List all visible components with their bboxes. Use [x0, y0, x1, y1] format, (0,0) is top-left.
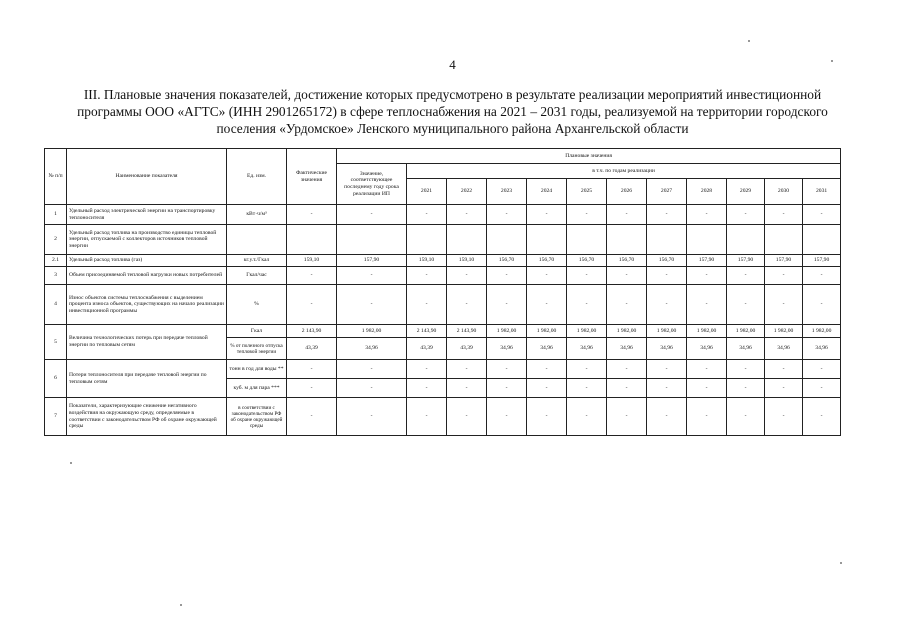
row-year-value — [727, 225, 765, 255]
row-year-value — [447, 225, 487, 255]
row-final: - — [337, 267, 407, 285]
header-year: 2022 — [447, 179, 487, 205]
row-year-value: - — [447, 205, 487, 225]
row-year-value: 156,70 — [527, 255, 567, 267]
row-final: - — [337, 285, 407, 325]
row-year-value: 34,96 — [487, 338, 527, 360]
row-year-value: - — [647, 267, 687, 285]
header-unit: Ед. изм. — [227, 149, 287, 205]
row-unit: кг.у.т./Гкал — [227, 255, 287, 267]
header-year: 2024 — [527, 179, 567, 205]
row-year-value: - — [687, 285, 727, 325]
row-year-value — [607, 225, 647, 255]
row-year-value: - — [407, 267, 447, 285]
row-actual: - — [287, 285, 337, 325]
row-year-value: - — [687, 360, 727, 379]
row-final: 1 982,00 — [337, 325, 407, 338]
row-actual: 43,39 — [287, 338, 337, 360]
row-year-value: - — [447, 398, 487, 436]
row-year-value: - — [407, 205, 447, 225]
row-final: - — [337, 379, 407, 398]
row-year-value: - — [447, 360, 487, 379]
indicators-table — [44, 148, 841, 436]
row-year-value: - — [727, 285, 765, 325]
row-year-value: - — [407, 285, 447, 325]
row-year-value: - — [447, 267, 487, 285]
row-year-value: - — [727, 267, 765, 285]
row-actual: - — [287, 205, 337, 225]
row-num: 7 — [45, 398, 67, 436]
row-year-value: 1 982,00 — [727, 325, 765, 338]
row-year-value: - — [765, 267, 803, 285]
row-num: 2 — [45, 225, 67, 255]
row-year-value: - — [647, 285, 687, 325]
row-year-value: 159,10 — [447, 255, 487, 267]
table-row — [45, 255, 841, 267]
scan-speck — [840, 562, 842, 564]
row-unit: Гкал — [227, 325, 287, 338]
row-year-value: 156,70 — [647, 255, 687, 267]
row-year-value: - — [765, 379, 803, 398]
row-year-value: 156,70 — [567, 255, 607, 267]
page-number: 4 — [449, 57, 456, 72]
row-year-value: - — [765, 398, 803, 436]
row-year-value: - — [727, 205, 765, 225]
row-actual: - — [287, 379, 337, 398]
row-year-value — [765, 225, 803, 255]
row-year-value: 1 982,00 — [527, 325, 567, 338]
row-year-value: - — [527, 398, 567, 436]
table-row — [45, 205, 841, 225]
header-year: 2025 — [567, 179, 607, 205]
row-year-value: - — [607, 205, 647, 225]
row-year-value: - — [607, 379, 647, 398]
row-year-value: - — [727, 379, 765, 398]
row-year-value: 157,90 — [687, 255, 727, 267]
row-year-value: - — [803, 360, 841, 379]
row-year-value: - — [407, 398, 447, 436]
row-year-value: - — [765, 285, 803, 325]
row-year-value: 1 982,00 — [607, 325, 647, 338]
scan-speck — [180, 604, 182, 606]
row-final — [337, 225, 407, 255]
row-year-value: 34,96 — [803, 338, 841, 360]
header-year: 2030 — [765, 179, 803, 205]
scan-speck — [831, 60, 833, 62]
row-final: - — [337, 205, 407, 225]
row-num: 3 — [45, 267, 67, 285]
row-year-value: 34,96 — [765, 338, 803, 360]
row-year-value: 34,96 — [527, 338, 567, 360]
row-num: 1 — [45, 205, 67, 225]
row-actual: - — [287, 267, 337, 285]
row-name: Удельный расход топлива (газ) — [67, 255, 227, 267]
header-final-value: Значение, соответствующее последнему году срока реализации ИП — [337, 164, 407, 205]
row-year-value — [407, 225, 447, 255]
row-unit: в соответствии с законодательством РФ об охране окружающей среды — [227, 398, 287, 436]
row-year-value: - — [687, 379, 727, 398]
table-row — [45, 398, 841, 436]
scan-speck — [70, 462, 72, 464]
row-year-value: - — [687, 205, 727, 225]
header-num: № п/п — [45, 149, 67, 205]
row-actual: 159,10 — [287, 255, 337, 267]
header-actual: Фактические значения — [287, 149, 337, 205]
row-year-value: - — [487, 398, 527, 436]
row-year-value: 1 982,00 — [687, 325, 727, 338]
row-year-value: - — [687, 267, 727, 285]
row-year-value: - — [607, 267, 647, 285]
row-year-value: 156,70 — [607, 255, 647, 267]
row-year-value: - — [567, 205, 607, 225]
header-year: 2021 — [407, 179, 447, 205]
row-year-value: 1 982,00 — [487, 325, 527, 338]
row-year-value: 157,90 — [765, 255, 803, 267]
row-year-value: 43,39 — [447, 338, 487, 360]
row-year-value: 1 982,00 — [647, 325, 687, 338]
row-year-value: - — [407, 360, 447, 379]
row-year-value: - — [447, 379, 487, 398]
header-year: 2027 — [647, 179, 687, 205]
row-year-value: - — [567, 267, 607, 285]
row-num: 6 — [45, 360, 67, 398]
row-actual: - — [287, 360, 337, 379]
row-unit — [227, 225, 287, 255]
row-year-value: 159,10 — [407, 255, 447, 267]
row-unit: кВт·ч/м³ — [227, 205, 287, 225]
row-year-value: - — [647, 379, 687, 398]
row-year-value: 43,39 — [407, 338, 447, 360]
row-year-value: - — [647, 205, 687, 225]
row-year-value — [567, 225, 607, 255]
row-actual: - — [287, 398, 337, 436]
row-name: Удельный расход электрической энергии на транспортировку теплоносителя — [67, 205, 227, 225]
row-year-value: - — [487, 360, 527, 379]
row-year-value: - — [765, 360, 803, 379]
row-name: Величина технологических потерь при передаче тепловой энергии по тепловым сетям — [67, 325, 227, 360]
table-row — [45, 360, 841, 379]
row-unit: % — [227, 285, 287, 325]
header-year: 2029 — [727, 179, 765, 205]
header-year: 2026 — [607, 179, 647, 205]
row-year-value: - — [527, 205, 567, 225]
table-row — [45, 267, 841, 285]
table-row — [45, 285, 841, 325]
row-year-value: - — [607, 285, 647, 325]
section-heading: III. Плановые значения показателей, достижение которых предусмотрено в результате реализации мероприятий инвестиционной программы ООО «АГТС» (ИНН 2901265172) в сфере теплоснабжения на 2021 – 2031 годы, реализуемой на территории городского поселения «Урдомское» Ленского муниципального района Архангельской области — [77, 87, 828, 136]
row-year-value: 34,96 — [727, 338, 765, 360]
header-planned: Плановые значения — [337, 149, 841, 164]
row-unit: Гкал/час — [227, 267, 287, 285]
row-name: Объем присоединяемой тепловой нагрузки новых потребителей — [67, 267, 227, 285]
row-year-value: 1 982,00 — [765, 325, 803, 338]
row-year-value — [527, 225, 567, 255]
header-year: 2023 — [487, 179, 527, 205]
row-name: Потери теплоносителя при передаче тепловой энергии по тепловым сетям — [67, 360, 227, 398]
row-unit: % от полезного отпуска тепловой энергии — [227, 338, 287, 360]
row-actual — [287, 225, 337, 255]
row-year-value — [803, 225, 841, 255]
row-year-value: - — [687, 398, 727, 436]
row-year-value — [687, 225, 727, 255]
row-year-value: 157,90 — [727, 255, 765, 267]
row-year-value: - — [527, 379, 567, 398]
row-year-value: - — [487, 205, 527, 225]
indicators-table-container — [44, 148, 840, 436]
header-name: Наименование показателя — [67, 149, 227, 205]
row-year-value: 2 143,90 — [447, 325, 487, 338]
row-year-value: 34,96 — [567, 338, 607, 360]
row-final: 34,96 — [337, 338, 407, 360]
row-final: - — [337, 398, 407, 436]
row-year-value: - — [803, 205, 841, 225]
row-unit: тонн в год для воды ** — [227, 360, 287, 379]
row-year-value: - — [487, 267, 527, 285]
row-year-value — [647, 225, 687, 255]
scan-speck — [748, 40, 750, 42]
table-row — [45, 225, 841, 255]
row-final: - — [337, 360, 407, 379]
row-year-value: - — [527, 267, 567, 285]
row-year-value: - — [803, 285, 841, 325]
row-year-value: - — [803, 398, 841, 436]
row-year-value: - — [765, 205, 803, 225]
row-year-value — [487, 225, 527, 255]
row-year-value: 34,96 — [687, 338, 727, 360]
row-year-value: 1 982,00 — [803, 325, 841, 338]
row-num: 2.1 — [45, 255, 67, 267]
row-name: Износ объектов системы теплоснабжения с выделением процента износа объектов, существующих на начало реализации инвестиционной программы — [67, 285, 227, 325]
row-year-value: - — [607, 360, 647, 379]
row-year-value: - — [647, 360, 687, 379]
row-year-value: - — [727, 360, 765, 379]
row-actual: 2 143,90 — [287, 325, 337, 338]
row-year-value: - — [447, 285, 487, 325]
row-num: 4 — [45, 285, 67, 325]
row-year-value: 2 143,90 — [407, 325, 447, 338]
row-year-value: 1 982,00 — [567, 325, 607, 338]
row-unit: куб. м для пара *** — [227, 379, 287, 398]
header-year: 2031 — [803, 179, 841, 205]
row-year-value: - — [527, 360, 567, 379]
table-row — [45, 325, 841, 338]
row-year-value: - — [647, 398, 687, 436]
row-year-value: - — [567, 285, 607, 325]
header-year: 2028 — [687, 179, 727, 205]
row-year-value: - — [407, 379, 447, 398]
header-by-years: в т.ч. по годам реализации — [407, 164, 841, 179]
row-year-value: - — [567, 398, 607, 436]
row-year-value: 157,90 — [803, 255, 841, 267]
row-year-value: - — [487, 285, 527, 325]
row-year-value: 34,96 — [607, 338, 647, 360]
row-name: Удельный расход топлива на производство единицы тепловой энергии, отпускаемой с коллекторов источников тепловой энергии — [67, 225, 227, 255]
row-year-value: - — [567, 379, 607, 398]
row-year-value: - — [727, 398, 765, 436]
row-year-value: - — [803, 379, 841, 398]
row-year-value: - — [803, 267, 841, 285]
row-final: 157,90 — [337, 255, 407, 267]
row-year-value: - — [527, 285, 567, 325]
row-num: 5 — [45, 325, 67, 360]
row-year-value: - — [567, 360, 607, 379]
row-year-value: - — [607, 398, 647, 436]
row-year-value: 156,70 — [487, 255, 527, 267]
row-name: Показатели, характеризующие снижение негативного воздействия на окружающую среду, определяемые в соответствии с законодательством РФ об охране окружающей среды — [67, 398, 227, 436]
row-year-value: - — [487, 379, 527, 398]
row-year-value: 34,96 — [647, 338, 687, 360]
